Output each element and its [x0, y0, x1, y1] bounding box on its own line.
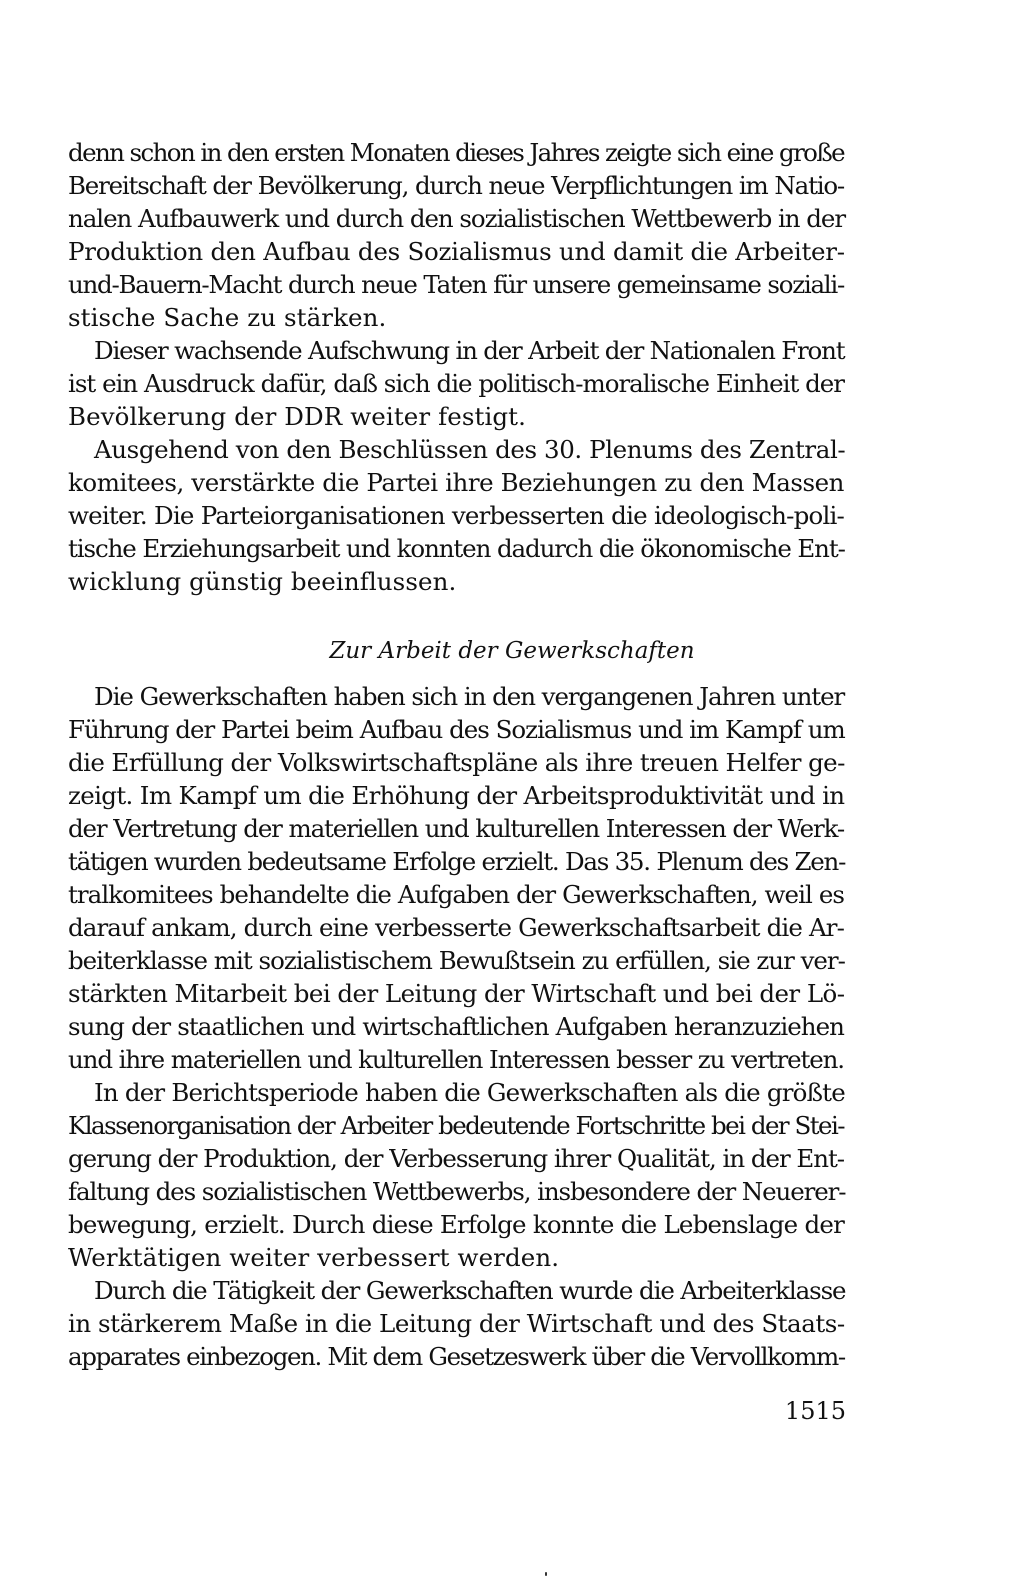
text-line: tralkomitees behandelte die Aufgaben der Gewerkschaften, weil es: [68, 880, 844, 909]
text-line: die Erfüllung der Volkswirtschaftspläne als ihre treuen Helfer ge-: [68, 748, 845, 777]
text-line: darauf ankam, durch eine verbesserte Gewerkschaftsarbeit die Ar-: [68, 913, 844, 942]
text-line: Die Gewerkschaften haben sich in den vergangenen Jahren unter: [94, 682, 845, 711]
text-line: und ihre materiellen und kulturellen Interessen besser zu vertreten.: [68, 1045, 844, 1074]
text-line: Produktion den Aufbau des Sozialismus und damit die Arbeiter-: [68, 237, 845, 266]
text-line: komitees, verstärkte die Partei ihre Beziehungen zu den Massen: [68, 468, 844, 497]
text-line: stärkten Mitarbeit bei der Leitung der Wirtschaft und bei der Lö-: [68, 979, 845, 1008]
text-line: und-Bauern-Macht durch neue Taten für unsere gemeinsame soziali-: [68, 270, 844, 299]
text-line: ist ein Ausdruck dafür, daß sich die politisch-moralische Einheit der: [68, 369, 844, 398]
text-line: zeigt. Im Kampf um die Erhöhung der Arbeitsproduktivität und in: [68, 781, 845, 810]
text-line: beiterklasse mit sozialistischem Bewußtsein zu erfüllen, sie zur ver-: [68, 946, 845, 975]
page-number: 1515: [784, 1397, 846, 1425]
text-line: gerung der Produktion, der Verbesserung ihrer Qualität, in der Ent-: [68, 1144, 844, 1173]
text-line: Durch die Tätigkeit der Gewerkschaften wurde die Arbeiterklasse: [94, 1276, 846, 1305]
text-line: tische Erziehungsarbeit und konnten dadurch die ökonomische Ent-: [68, 534, 845, 563]
text-line: Ausgehend von den Beschlüssen des 30. Plenums des Zentral-: [94, 435, 846, 464]
text-line: denn schon in den ersten Monaten dieses Jahres zeigte sich eine große: [68, 138, 844, 167]
section-heading: Zur Arbeit der Gewerkschaften: [329, 638, 695, 664]
text-line: tätigen wurden bedeutsame Erfolge erzielt. Das 35. Plenum des Zen-: [68, 847, 846, 876]
text-line: In der Berichtsperiode haben die Gewerkschaften als die größte: [94, 1078, 845, 1107]
text-line: Führung der Partei beim Aufbau des Sozialismus und im Kampf um: [68, 715, 845, 744]
text-line: der Vertretung der materiellen und kulturellen Interessen der Werk-: [68, 814, 844, 843]
text-line: weiter. Die Parteiorganisationen verbesserten die ideologisch-poli-: [68, 501, 844, 530]
text-line: wicklung günstig beeinflussen.: [68, 567, 457, 596]
text-line: Bereitschaft der Bevölkerung, durch neue Verpflichtungen im Natio-: [68, 171, 844, 200]
text-line: Dieser wachsende Aufschwung in der Arbeit der Nationalen Front: [94, 336, 845, 365]
text-line: Klassenorganisation der Arbeiter bedeutende Fortschritte bei der Stei-: [68, 1111, 844, 1140]
text-line: apparates einbezogen. Mit dem Gesetzeswerk über die Vervollkomm-: [68, 1342, 845, 1371]
text-line: stische Sache zu stärken.: [68, 303, 387, 332]
text-line: in stärkerem Maße in die Leitung der Wirtschaft und des Staats-: [68, 1309, 845, 1338]
scan-speck: [545, 1572, 547, 1576]
text-line: faltung des sozialistischen Wettbewerbs, insbesondere der Neuerer-: [68, 1177, 846, 1206]
text-line: Werktätigen weiter verbessert werden.: [68, 1243, 560, 1272]
text-line: nalen Aufbauwerk und durch den sozialistischen Wettbewerb in der: [68, 204, 845, 233]
text-line: Bevölkerung der DDR weiter festigt.: [68, 402, 527, 431]
text-line: bewegung, erzielt. Durch diese Erfolge konnte die Lebenslage der: [68, 1210, 844, 1239]
text-line: sung der staatlichen und wirtschaftlichen Aufgaben heranzuziehen: [68, 1012, 844, 1041]
